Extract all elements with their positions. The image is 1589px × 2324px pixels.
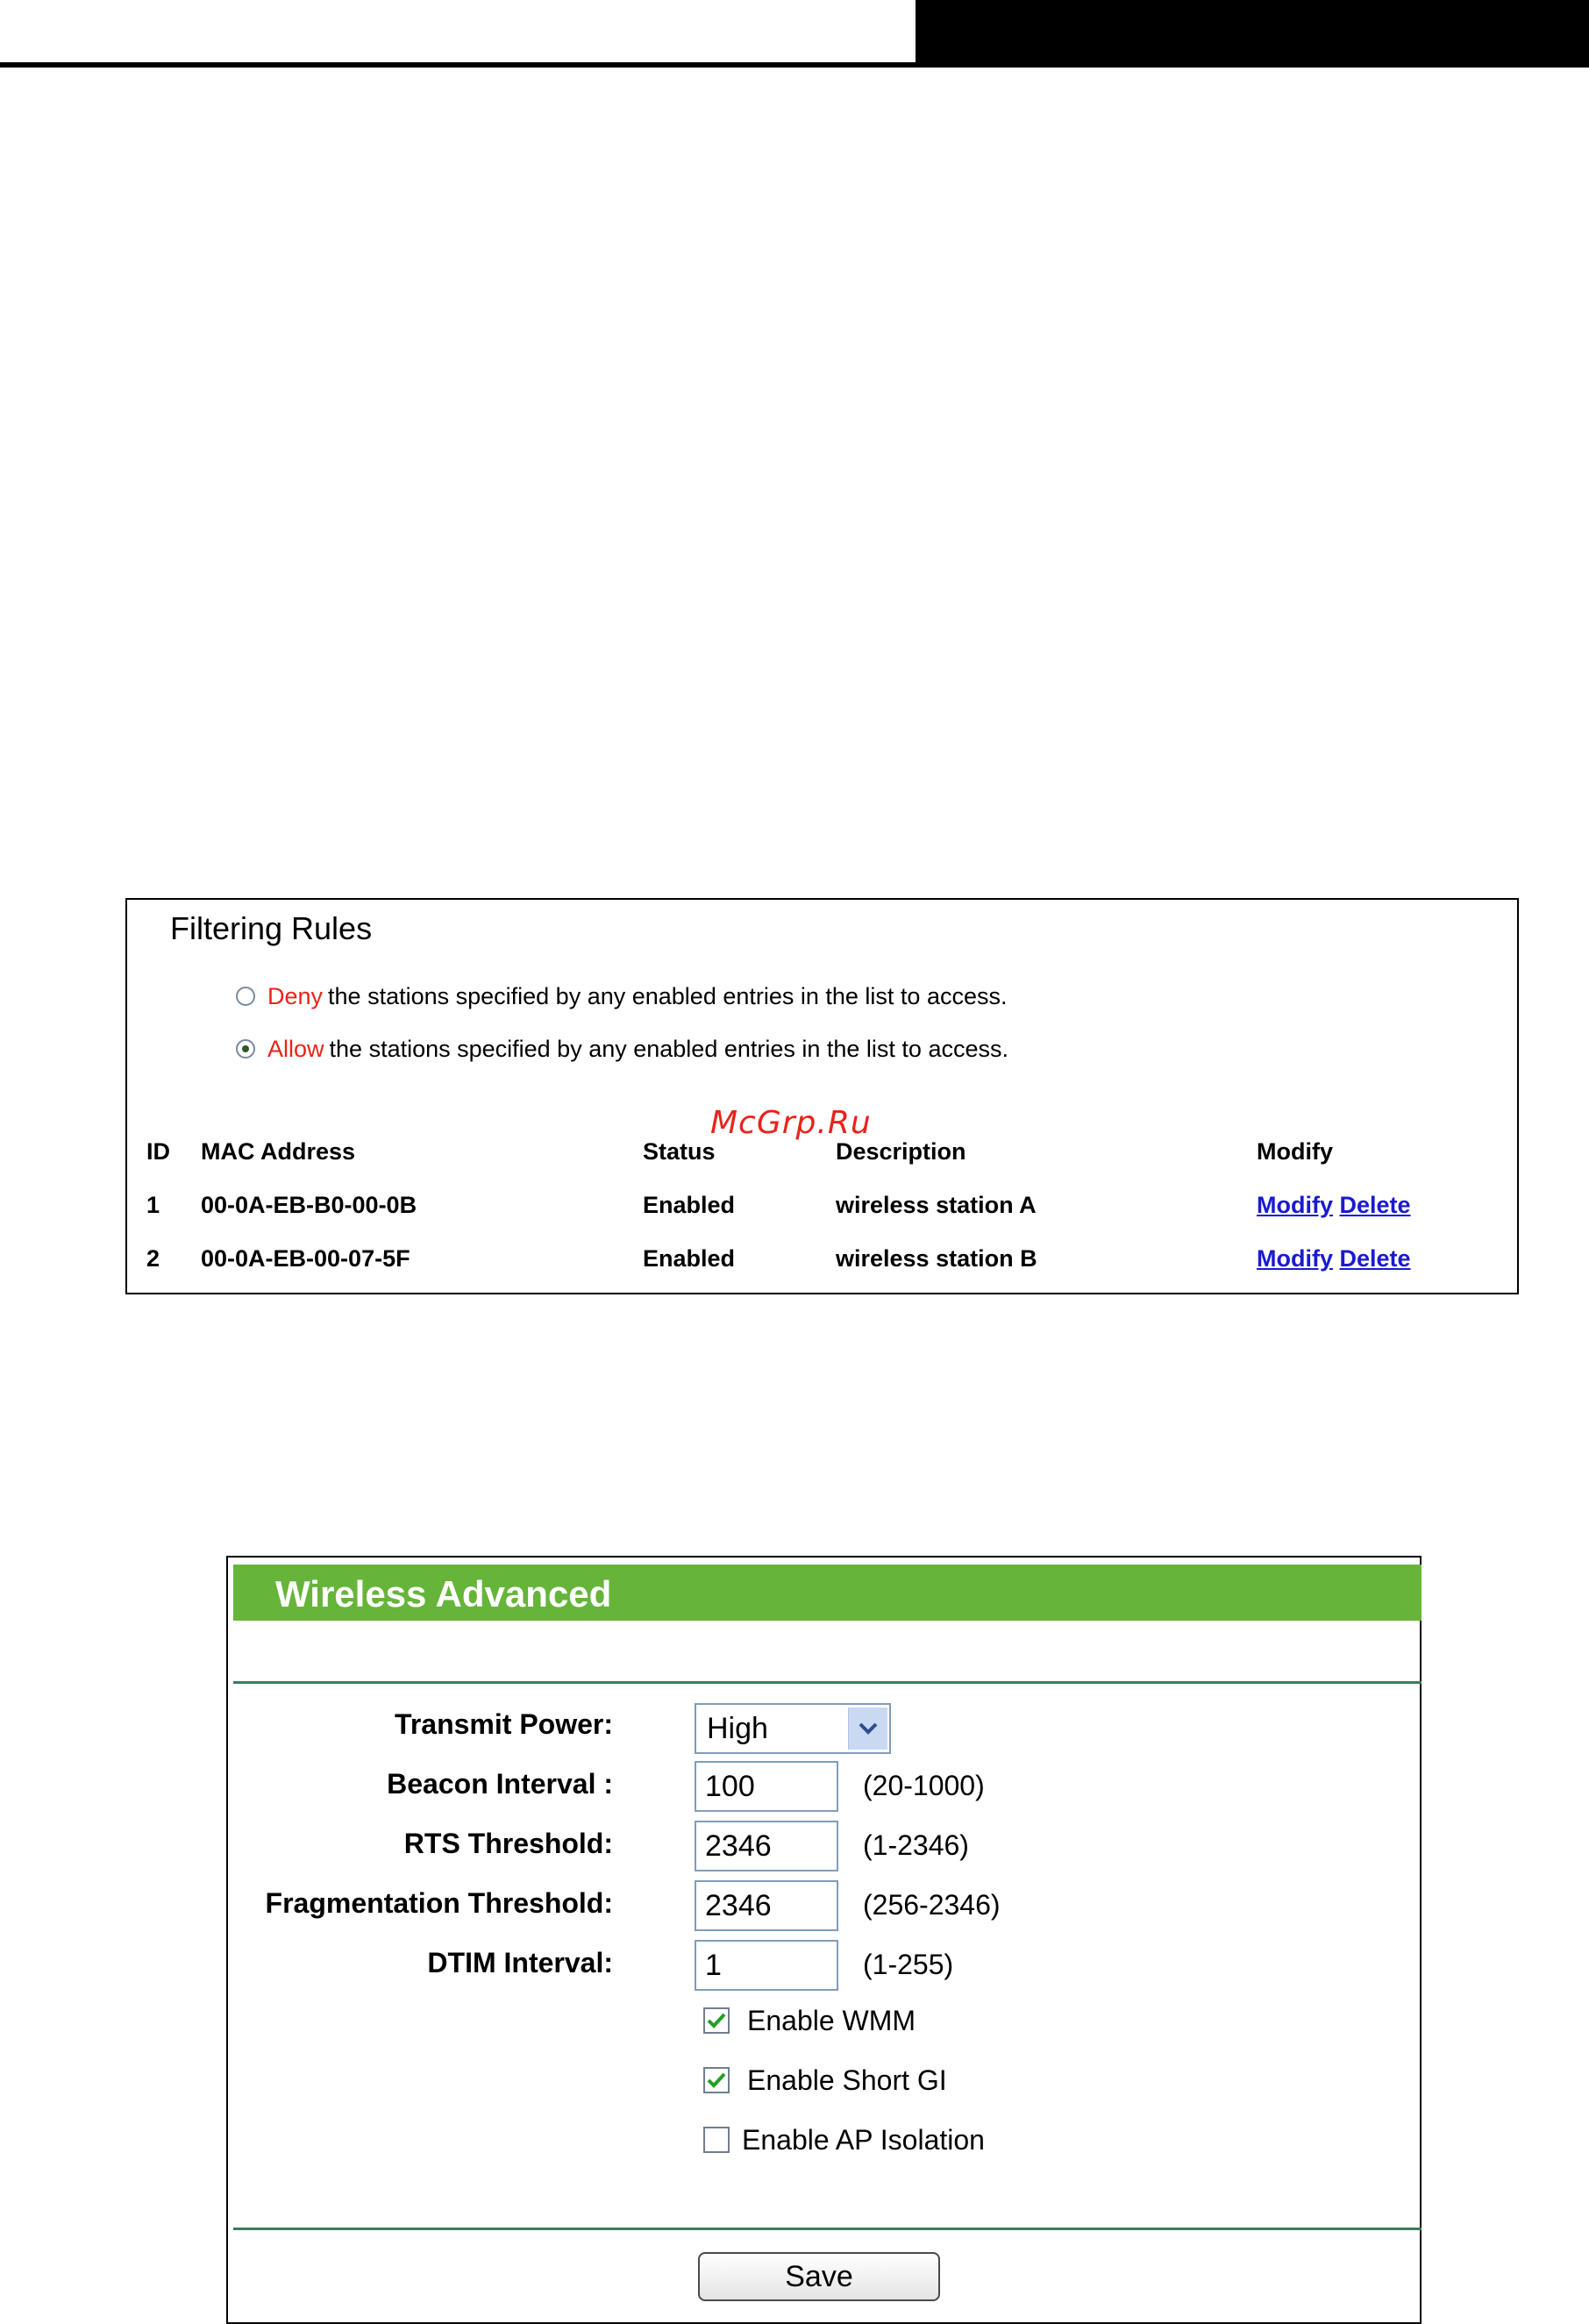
deny-option[interactable] — [236, 979, 1007, 1014]
allow-text: the stations specified by any enabled entries in the list to access. — [329, 1035, 1008, 1062]
enable-short-gi-label: Enable Short GI — [747, 2064, 947, 2096]
header-black-block — [916, 0, 1589, 68]
row2-status: Enabled — [643, 1245, 736, 1272]
enable-ap-isolation-option[interactable] — [703, 2121, 985, 2159]
rts-threshold-input[interactable]: 2346 — [695, 1821, 838, 1871]
beacon-interval-range: (20-1000) — [863, 1770, 985, 1801]
watermark: McGrp.Ru — [710, 1105, 872, 1141]
checkmark-icon — [707, 2013, 726, 2028]
chevron-down-icon[interactable] — [848, 1707, 887, 1750]
enable-short-gi-checkbox[interactable] — [703, 2067, 730, 2093]
dtim-interval-input[interactable]: 1 — [695, 1940, 838, 1991]
dtim-interval-label: DTIM Interval: — [427, 1947, 613, 1978]
beacon-interval-input[interactable]: 100 — [695, 1761, 838, 1812]
row1-status: Enabled — [643, 1192, 736, 1218]
row2-modify-link[interactable]: Modify — [1257, 1245, 1333, 1272]
divider-bottom — [233, 2228, 1422, 2230]
enable-ap-isolation-label: Enable AP Isolation — [742, 2123, 985, 2156]
col-status: Status — [643, 1138, 716, 1165]
enable-short-gi-option[interactable] — [703, 2061, 947, 2099]
allow-radio[interactable] — [236, 1039, 255, 1059]
dtim-interval-range: (1-255) — [863, 1949, 954, 1980]
enable-wmm-option[interactable] — [703, 2001, 916, 2040]
transmit-power-value: High — [707, 1712, 768, 1745]
col-id: ID — [146, 1138, 170, 1165]
filtering-rules-title: Filtering Rules — [170, 910, 373, 946]
deny-radio[interactable] — [236, 987, 255, 1006]
fragmentation-threshold-range: (256-2346) — [863, 1889, 1001, 1921]
row1-modify-link[interactable]: Modify — [1257, 1192, 1333, 1218]
row2-actions — [1257, 1245, 1411, 1272]
col-mac-address: MAC Address — [201, 1138, 356, 1165]
col-description: Description — [836, 1138, 966, 1165]
wireless-advanced-header — [233, 1565, 1422, 1621]
divider-top — [233, 1681, 1422, 1684]
enable-ap-isolation-checkbox[interactable] — [703, 2127, 730, 2153]
row1-mac: 00-0A-EB-B0-00-0B — [201, 1192, 417, 1218]
enable-wmm-checkbox[interactable] — [703, 2007, 730, 2034]
beacon-interval-label: Beacon Interval : — [387, 1768, 613, 1800]
fragmentation-threshold-label: Fragmentation Threshold: — [265, 1887, 613, 1919]
wireless-advanced-title: Wireless Advanced — [275, 1573, 612, 1615]
row1-delete-link[interactable]: Delete — [1339, 1192, 1411, 1218]
col-modify: Modify — [1257, 1138, 1333, 1165]
deny-text: the stations specified by any enabled entries in the list to access. — [328, 982, 1008, 1009]
enable-wmm-label: Enable WMM — [747, 2004, 916, 2036]
checkmark-icon — [707, 2072, 726, 2088]
rts-threshold-range: (1-2346) — [863, 1829, 969, 1861]
allow-keyword: Allow — [267, 1035, 324, 1062]
row2-description: wireless station B — [836, 1245, 1037, 1272]
row1-description: wireless station A — [836, 1192, 1037, 1218]
top-rule — [0, 62, 916, 68]
row1-id: 1 — [146, 1192, 160, 1218]
row2-delete-link[interactable]: Delete — [1339, 1245, 1411, 1272]
filtering-rules-panel — [125, 898, 1519, 1294]
deny-keyword: Deny — [267, 982, 324, 1009]
wireless-advanced-panel — [226, 1556, 1422, 2324]
row1-actions — [1257, 1192, 1411, 1219]
row2-id: 2 — [146, 1245, 160, 1272]
allow-option[interactable] — [236, 1031, 1008, 1066]
transmit-power-label: Transmit Power: — [395, 1708, 613, 1740]
rts-threshold-label: RTS Threshold: — [403, 1828, 613, 1859]
save-button[interactable]: Save — [698, 2252, 940, 2301]
fragmentation-threshold-input[interactable]: 2346 — [695, 1880, 838, 1931]
row2-mac: 00-0A-EB-00-07-5F — [201, 1245, 410, 1272]
transmit-power-select[interactable] — [695, 1703, 891, 1754]
